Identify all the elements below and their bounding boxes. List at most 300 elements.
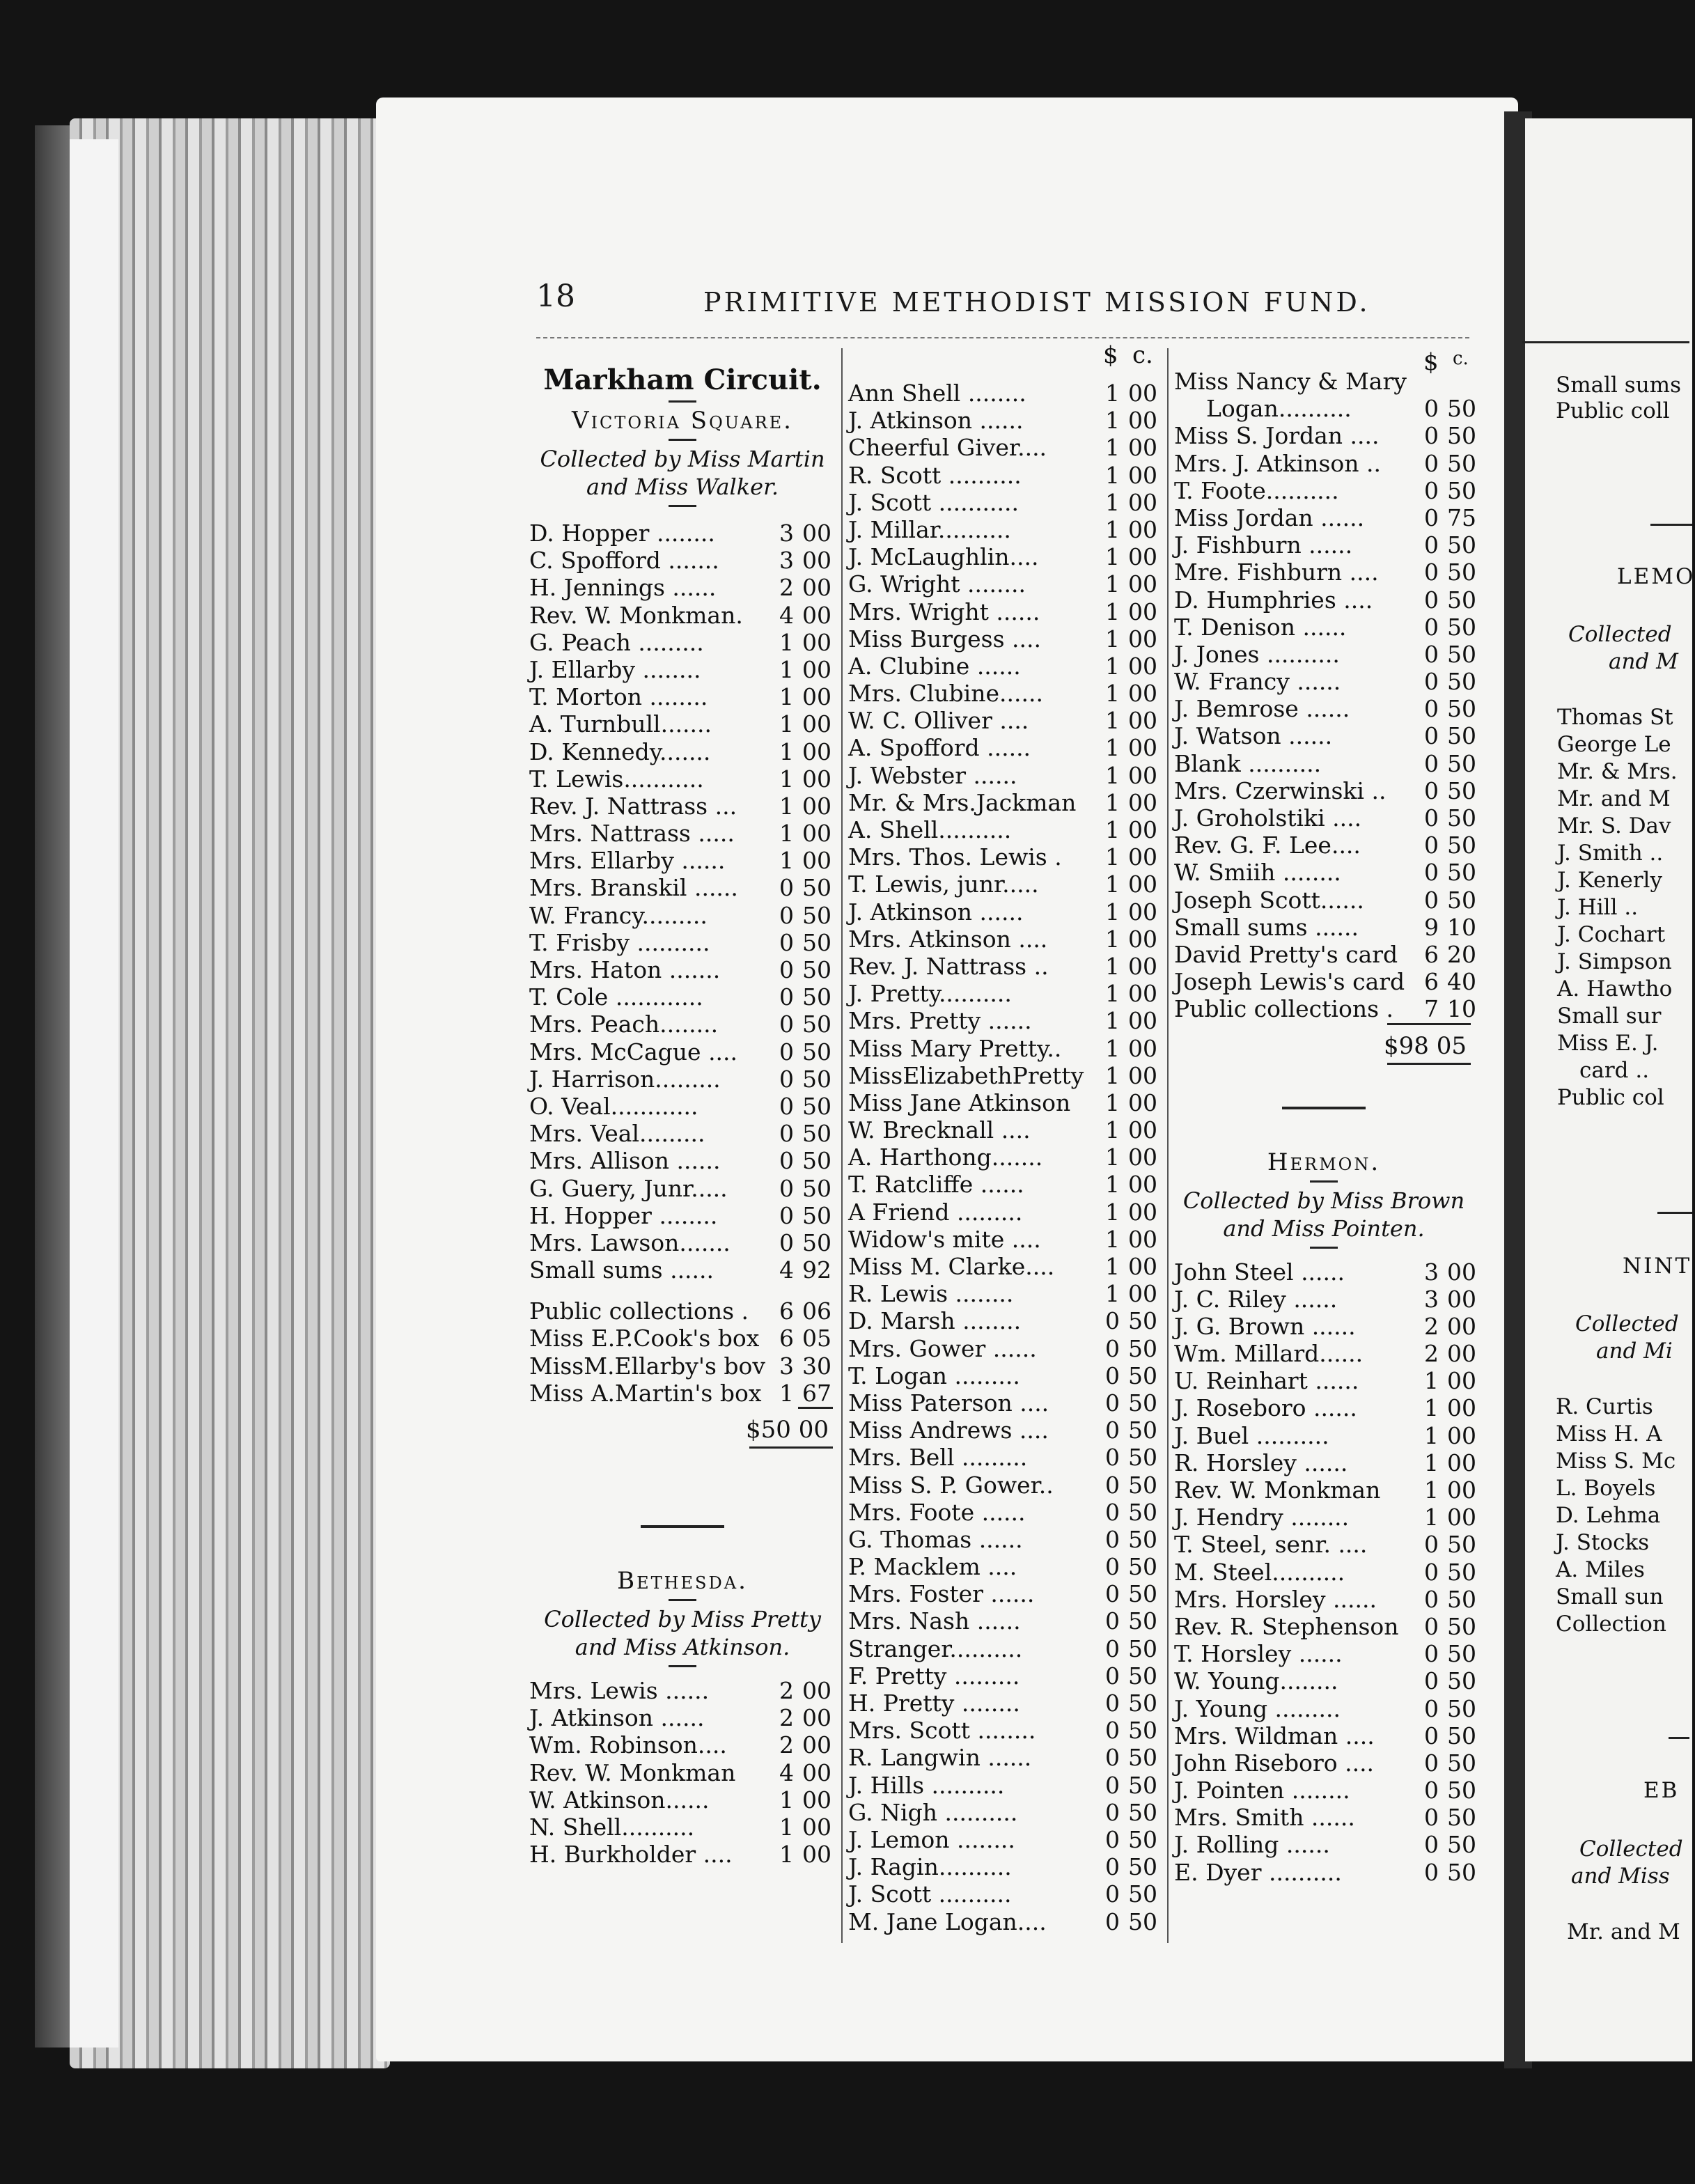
right-page-text: Small sur (1557, 1004, 1662, 1029)
donor-name: J. Atkinson ...... (848, 898, 1024, 926)
donor-name: Mrs. Bell ......... (848, 1444, 1028, 1472)
amount-dollars: 1 (1424, 1367, 1439, 1395)
divider (669, 505, 696, 507)
donor-name: D. Hopper ........ (529, 520, 715, 547)
donor-name: Rev. W. Monkman (529, 1758, 736, 1786)
right-page-text: Public col (1557, 1085, 1664, 1110)
donor-entry (1174, 368, 1474, 395)
amount-cents: 50 (1128, 1662, 1157, 1690)
amount-cents: 50 (802, 1228, 831, 1256)
donor-name: Wm. Millard...... (1174, 1340, 1364, 1368)
amount-cents: 50 (1128, 1690, 1157, 1717)
amount-dollars: 1 (779, 1841, 794, 1869)
amount-dollars: 0 (1424, 504, 1439, 531)
donor-name: Mrs. Horsley ...... (1174, 1585, 1377, 1613)
amount-cents: 50 (1128, 1853, 1157, 1881)
donor-name: Mrs. Wildman .... (1174, 1722, 1375, 1749)
donor-entry (1174, 968, 1474, 995)
amount-cents: 50 (1447, 476, 1476, 504)
circuit-title: Markham Circuit. (543, 364, 822, 396)
donor-entry (529, 1731, 836, 1758)
amount-dollars: 3 (779, 1352, 794, 1380)
collectors-line: and Miss Walker. (586, 474, 779, 500)
amount-dollars: 0 (1424, 1777, 1439, 1804)
donor-entry (848, 462, 1162, 489)
donor-entry (1174, 1286, 1474, 1313)
donor-name: H. Burkholder .... (529, 1841, 733, 1869)
right-page-text: J. Cochart (1557, 922, 1666, 947)
amount-dollars: 0 (1424, 668, 1439, 696)
amount-cents: 00 (1447, 1340, 1476, 1368)
amount-dollars: 1 (1105, 1089, 1120, 1116)
amount-cents: 00 (802, 1786, 831, 1814)
donor-entry (1174, 1258, 1474, 1286)
amount-cents: 00 (802, 547, 831, 575)
amount-dollars: 0 (1105, 1662, 1120, 1690)
amount-dollars: 0 (1424, 613, 1439, 641)
donor-name: J. Jones .......... (1174, 640, 1340, 668)
amount-cents: 00 (802, 820, 831, 848)
donor-entry (529, 520, 836, 547)
donor-entry (1174, 1586, 1474, 1613)
donor-name: T. Horsley ...... (1174, 1640, 1343, 1668)
donor-name: O. Veal............ (529, 1092, 698, 1120)
amount-cents: 30 (802, 1352, 831, 1380)
donor-entry (529, 765, 836, 793)
donor-entry (529, 1677, 836, 1704)
donor-name: Mrs. Scott ........ (848, 1717, 1036, 1745)
amount-dollars: 2 (1424, 1312, 1439, 1340)
donor-name: Miss A.Martin's box (529, 1379, 762, 1407)
right-page-text: A. Hawtho (1557, 976, 1673, 1001)
donor-name: J. Pointen ........ (1174, 1777, 1350, 1804)
donor-entry (1174, 1722, 1474, 1749)
amount-dollars: 0 (1105, 1908, 1120, 1935)
donor-entry (529, 683, 836, 710)
amount-dollars: 0 (1424, 1858, 1439, 1886)
donor-entry (848, 707, 1162, 734)
donor-entry (529, 1325, 836, 1352)
right-page-text: J. Simpson (1557, 949, 1672, 974)
donor-entry (1174, 995, 1474, 1022)
donor-name: Mrs. J. Atkinson .. (1174, 449, 1381, 477)
amount-dollars: 0 (1424, 1667, 1439, 1695)
amount-cents: 50 (1447, 1585, 1476, 1613)
donor-entry (848, 1335, 1162, 1362)
amount-cents: 50 (1447, 422, 1476, 450)
amount-dollars: 0 (1105, 1825, 1120, 1853)
amount-cents: 00 (1128, 1225, 1157, 1253)
amount-dollars: 1 (1105, 952, 1120, 980)
amount-dollars: 3 (1424, 1285, 1439, 1313)
donor-entry (848, 1772, 1162, 1799)
donor-name: T. Ratcliffe ...... (848, 1171, 1024, 1199)
amount-cents: 50 (1447, 777, 1476, 804)
amount-dollars: 6 (1424, 940, 1439, 968)
donor-entry (529, 1786, 836, 1814)
amount-cents: 50 (1447, 1777, 1476, 1804)
donor-entry (529, 1038, 836, 1066)
donor-entry (848, 598, 1162, 625)
donor-entry (1174, 1667, 1474, 1694)
amount-cents: 00 (1128, 598, 1157, 625)
donor-entry (529, 1093, 836, 1120)
amount-dollars: 0 (1105, 1717, 1120, 1745)
divider (669, 439, 696, 441)
donor-name: J. C. Riley ...... (1174, 1285, 1338, 1313)
amount-dollars: 0 (1105, 1417, 1120, 1444)
amount-dollars: 2 (779, 574, 794, 602)
amount-dollars: 1 (1424, 1449, 1439, 1476)
donor-entry (848, 843, 1162, 871)
donor-name: M. Steel.......... (1174, 1558, 1345, 1586)
amount-cents: 00 (1128, 1144, 1157, 1171)
amount-cents: 92 (802, 1256, 831, 1284)
donor-entry (1174, 641, 1474, 668)
amount-dollars: 0 (1424, 1694, 1439, 1722)
donor-name: J. Ellarby ........ (529, 655, 701, 683)
donor-entry (848, 570, 1162, 598)
column-divider (1167, 348, 1169, 1943)
amount-dollars: 1 (1105, 761, 1120, 789)
amount-dollars: 1 (1105, 488, 1120, 516)
donor-entry (1174, 722, 1474, 749)
donor-entry (848, 789, 1162, 816)
donor-name: Mrs. Foote ...... (848, 1498, 1026, 1526)
amount-cents: 50 (1128, 1580, 1157, 1608)
donor-name: Ann Shell ........ (848, 380, 1026, 407)
donor-name: J. Buel .......... (1174, 1421, 1329, 1449)
donor-name: G. Guery, Junr..... (529, 1174, 728, 1202)
donor-name: Miss S. P. Gower.. (848, 1471, 1054, 1499)
donor-name: Rev. W. Monkman (1174, 1476, 1381, 1504)
amount-dollars: 0 (1105, 1389, 1120, 1417)
donor-entry (848, 1199, 1162, 1226)
donor-name: Mrs. Wright ...... (848, 598, 1040, 625)
right-page-text: and Mi (1596, 1339, 1673, 1364)
donor-name: Public collections . (529, 1297, 749, 1325)
donor-name: J. Atkinson ...... (529, 1704, 705, 1732)
amount-dollars: 1 (779, 820, 794, 848)
amount-cents: 50 (1447, 559, 1476, 586)
donor-name: T. Lewis........... (529, 765, 704, 793)
amount-cents: 50 (1128, 1717, 1157, 1745)
right-page-text: R. Curtis (1556, 1394, 1653, 1419)
amount-dollars: 0 (1105, 1607, 1120, 1635)
amount-dollars: 0 (1105, 1307, 1120, 1335)
divider (669, 1665, 696, 1667)
collectors-line: Collected by Miss Pretty (544, 1606, 821, 1632)
amount-cents: 50 (802, 901, 831, 929)
amount-dollars: 0 (1105, 1471, 1120, 1499)
amount-dollars: 0 (1424, 531, 1439, 559)
amount-dollars: 2 (779, 1677, 794, 1704)
donor-name: J. Scott ........... (848, 488, 1020, 516)
amount-dollars: 6 (779, 1325, 794, 1352)
amount-cents: 10 (1447, 913, 1476, 941)
donor-name: Mrs. Lawson....... (529, 1228, 731, 1256)
amount-dollars: 3 (1424, 1258, 1439, 1286)
right-page-text: A. Miles (1556, 1557, 1645, 1582)
donor-name: G. Nigh .......... (848, 1798, 1018, 1826)
donor-entry (529, 1256, 836, 1284)
amount-dollars: 1 (1105, 543, 1120, 571)
amount-dollars: 1 (1105, 598, 1120, 625)
donor-name: J. Bemrose ...... (1174, 695, 1350, 723)
amount-dollars: 0 (1424, 422, 1439, 450)
amount-cents: 00 (1128, 898, 1157, 926)
amount-cents: 50 (802, 956, 831, 983)
donor-name: Joseph Scott...... (1174, 886, 1364, 914)
amount-dollars: 0 (779, 1120, 794, 1148)
amount-dollars: 0 (1424, 395, 1439, 423)
amount-dollars: 1 (1105, 816, 1120, 843)
donor-name: A Friend ......... (848, 1198, 1023, 1226)
donor-name: F. Pretty ......... (848, 1662, 1020, 1690)
donor-entry (529, 956, 836, 983)
donor-name: Public collections . (1174, 995, 1393, 1023)
donor-name: T. Lewis, junr..... (848, 871, 1039, 898)
amount-dollars: 0 (779, 1201, 794, 1229)
amount-cents: 00 (802, 847, 831, 875)
amount-cents: 00 (802, 1813, 831, 1841)
amount-cents: 50 (1447, 832, 1476, 859)
donor-entry (1174, 1777, 1474, 1804)
amount-dollars: 0 (1105, 1334, 1120, 1362)
amount-cents: 00 (802, 1677, 831, 1704)
right-page-text: L. Boyels (1556, 1476, 1656, 1501)
donor-name: W. Francy ...... (1174, 668, 1341, 696)
donor-name: Cheerful Giver.... (848, 434, 1047, 462)
amount-cents: 00 (1447, 1449, 1476, 1476)
amount-cents: 00 (1128, 816, 1157, 843)
amount-cents: 00 (1128, 1253, 1157, 1280)
donor-entry (848, 1717, 1162, 1744)
amount-cents: 00 (1128, 407, 1157, 435)
amount-cents: 00 (1128, 1198, 1157, 1226)
donor-entry (1174, 1640, 1474, 1667)
amount-cents: 00 (1128, 1089, 1157, 1116)
donor-name: J. Pretty.......... (848, 980, 1012, 1008)
donor-name: Miss Mary Pretty.. (848, 1034, 1062, 1062)
donor-name: Miss Jane Atkinson (848, 1089, 1071, 1116)
right-page-section-title: EB (1643, 1778, 1680, 1803)
amount-dollars: 1 (1105, 925, 1120, 953)
amount-dollars: 1 (1105, 1061, 1120, 1089)
amount-cents: 50 (1128, 1362, 1157, 1389)
amount-cents: 00 (1128, 1061, 1157, 1089)
donor-entry (1174, 1804, 1474, 1831)
amount-cents: 00 (802, 710, 831, 738)
amount-cents: 00 (802, 765, 831, 793)
amount-dollars: 0 (779, 1065, 794, 1093)
donor-name: Mrs. Lewis ...... (529, 1677, 710, 1704)
amount-dollars: 0 (1424, 586, 1439, 614)
donor-entry (1174, 477, 1474, 504)
donor-name: Joseph Lewis's card (1174, 968, 1405, 996)
donor-name: J. Groholstiki .... (1174, 804, 1362, 832)
amount-dollars: 0 (1424, 449, 1439, 477)
donor-name: J. Hendry ........ (1174, 1504, 1350, 1531)
donor-name: J. G. Brown ...... (1174, 1312, 1356, 1340)
donor-name: Mrs. Haton ....... (529, 956, 721, 983)
donor-entry (1174, 695, 1474, 722)
donor-name: H. Hopper ........ (529, 1201, 718, 1229)
amount-dollars: 1 (1105, 652, 1120, 680)
donor-entry (529, 547, 836, 574)
amount-cents: 50 (1128, 1471, 1157, 1499)
amount-dollars: 0 (1105, 1580, 1120, 1608)
amount-dollars: 0 (1105, 1525, 1120, 1553)
amount-cents: 50 (1128, 1607, 1157, 1635)
donor-name: Miss Andrews .... (848, 1417, 1049, 1444)
section-title-bethesda: Bethesda. (617, 1567, 748, 1595)
amount-cents: 00 (1128, 843, 1157, 871)
donor-name: MissElizabethPretty (848, 1061, 1084, 1089)
donor-name: H. Jennings ...... (529, 574, 717, 602)
amount-cents: 00 (802, 1731, 831, 1759)
donor-entry (848, 1007, 1162, 1034)
column-2 (848, 380, 1162, 1935)
donor-entry (848, 734, 1162, 761)
total-victoria-square: $50 00 (746, 1416, 829, 1444)
donor-entry (529, 1380, 836, 1407)
amount-dollars: 2 (779, 1731, 794, 1759)
amount-dollars: 1 (1105, 788, 1120, 816)
donor-name: T. Frisby .......... (529, 928, 710, 956)
amount-dollars: 1 (779, 847, 794, 875)
amount-cents: 50 (1447, 695, 1476, 723)
donor-name: T. Foote.......... (1174, 476, 1339, 504)
amount-dollars: 0 (1424, 1804, 1439, 1832)
donor-entry (848, 1826, 1162, 1853)
donor-name: H. Pretty ........ (848, 1690, 1020, 1717)
amount-dollars: 1 (779, 738, 794, 765)
donor-entry (529, 602, 836, 629)
donor-entry (1174, 668, 1474, 695)
amount-dollars: 0 (1424, 749, 1439, 777)
donor-name: Miss Paterson .... (848, 1389, 1049, 1417)
donor-entry (529, 1147, 836, 1174)
right-page-text: J. Stocks (1556, 1530, 1650, 1555)
donor-list-hermon (1174, 1258, 1474, 1886)
donor-entry (848, 407, 1162, 434)
amount-cents: 50 (1447, 668, 1476, 696)
donor-name: T. Cole ............ (529, 983, 703, 1011)
donor-entry (1174, 804, 1474, 832)
amount-cents: 50 (1447, 640, 1476, 668)
donor-entry (1174, 450, 1474, 477)
donor-entry (848, 1553, 1162, 1580)
amount-dollars: 1 (1424, 1394, 1439, 1422)
donor-name: Rev. J. Nattrass ... (529, 792, 737, 820)
donor-entry (529, 1229, 836, 1256)
donor-list-bethesda (529, 1677, 836, 1868)
donor-entry (1174, 1749, 1474, 1777)
donor-name: J. Watson ...... (1174, 722, 1333, 750)
amount-cents: 00 (802, 792, 831, 820)
donor-name: Miss S. Jordan .... (1174, 422, 1380, 450)
donor-name: J. Roseboro ...... (1174, 1394, 1357, 1422)
donor-name: Mrs. Veal......... (529, 1120, 705, 1148)
donor-name: Mrs. Smith ...... (1174, 1804, 1355, 1832)
amount-cents: 00 (1128, 734, 1157, 762)
amount-dollars: 0 (1105, 1362, 1120, 1389)
donor-name: W. C. Olliver .... (848, 707, 1029, 735)
donor-entry (848, 680, 1162, 707)
donor-entry (529, 793, 836, 820)
amount-dollars: 1 (1105, 407, 1120, 435)
amount-dollars: 0 (1424, 1831, 1439, 1859)
donor-name: Mrs. Ellarby ...... (529, 847, 726, 875)
amount-dollars: 0 (779, 983, 794, 1011)
donor-name: R. Horsley ...... (1174, 1449, 1348, 1476)
donor-name: Mrs. Allison ...... (529, 1147, 721, 1175)
donor-name: Small sums ...... (1174, 913, 1359, 941)
donor-name: Wm. Robinson.... (529, 1731, 727, 1759)
donor-name: Logan.......... (1206, 395, 1352, 423)
divider (669, 400, 696, 403)
donor-entry (848, 1662, 1162, 1690)
cents-header: c. (1453, 348, 1469, 369)
donor-name: John Steel ...... (1174, 1258, 1345, 1286)
donor-entry (848, 1908, 1162, 1935)
donor-name: J. Harrison......... (529, 1065, 721, 1093)
amount-cents: 50 (802, 1147, 831, 1175)
amount-dollars: 6 (779, 1297, 794, 1325)
donor-entry (848, 1307, 1162, 1334)
divider (669, 1599, 696, 1601)
donor-name: Mrs. Gower ...... (848, 1334, 1037, 1362)
amount-dollars: 1 (1105, 707, 1120, 735)
donor-name: A. Turnbull....... (529, 710, 712, 738)
amount-cents: 50 (1128, 1771, 1157, 1799)
donor-entry (529, 1120, 836, 1147)
donor-name: T. Steel, senr. .... (1174, 1531, 1368, 1559)
amount-dollars: 0 (1105, 1444, 1120, 1472)
amount-cents: 50 (1447, 531, 1476, 559)
donor-name: R. Scott .......... (848, 461, 1022, 489)
donor-entry (529, 847, 836, 874)
amount-cents: 00 (1447, 1312, 1476, 1340)
amount-cents: 00 (802, 1704, 831, 1732)
right-page-text: George Le (1557, 732, 1671, 757)
donor-name: Mrs. Peach........ (529, 1011, 719, 1038)
section-title-victoria-square: Victoria Square. (572, 407, 793, 435)
amount-dollars: 0 (1424, 476, 1439, 504)
right-page-section-title: LEMO (1617, 564, 1695, 589)
total-column-3: $98 05 (1384, 1031, 1467, 1060)
amount-dollars: 1 (779, 710, 794, 738)
donor-entry (529, 656, 836, 683)
amount-dollars: 0 (779, 1038, 794, 1066)
amount-dollars: 0 (1105, 1798, 1120, 1826)
amount-cents: 00 (1128, 1171, 1157, 1199)
donor-name: David Pretty's card (1174, 940, 1398, 968)
amount-cents: 50 (1128, 1498, 1157, 1526)
amount-dollars: 0 (1424, 559, 1439, 586)
donor-entry (848, 1444, 1162, 1471)
right-page-text: Miss E. J. (1557, 1031, 1659, 1056)
donor-entry (848, 434, 1162, 461)
amount-dollars: 4 (779, 1758, 794, 1786)
amount-dollars: 0 (779, 901, 794, 929)
amount-cents: 20 (1447, 940, 1476, 968)
right-page-rule (1669, 1737, 1689, 1739)
donor-entry (848, 762, 1162, 789)
amount-dollars: 0 (1424, 832, 1439, 859)
column-divider (841, 348, 843, 1943)
